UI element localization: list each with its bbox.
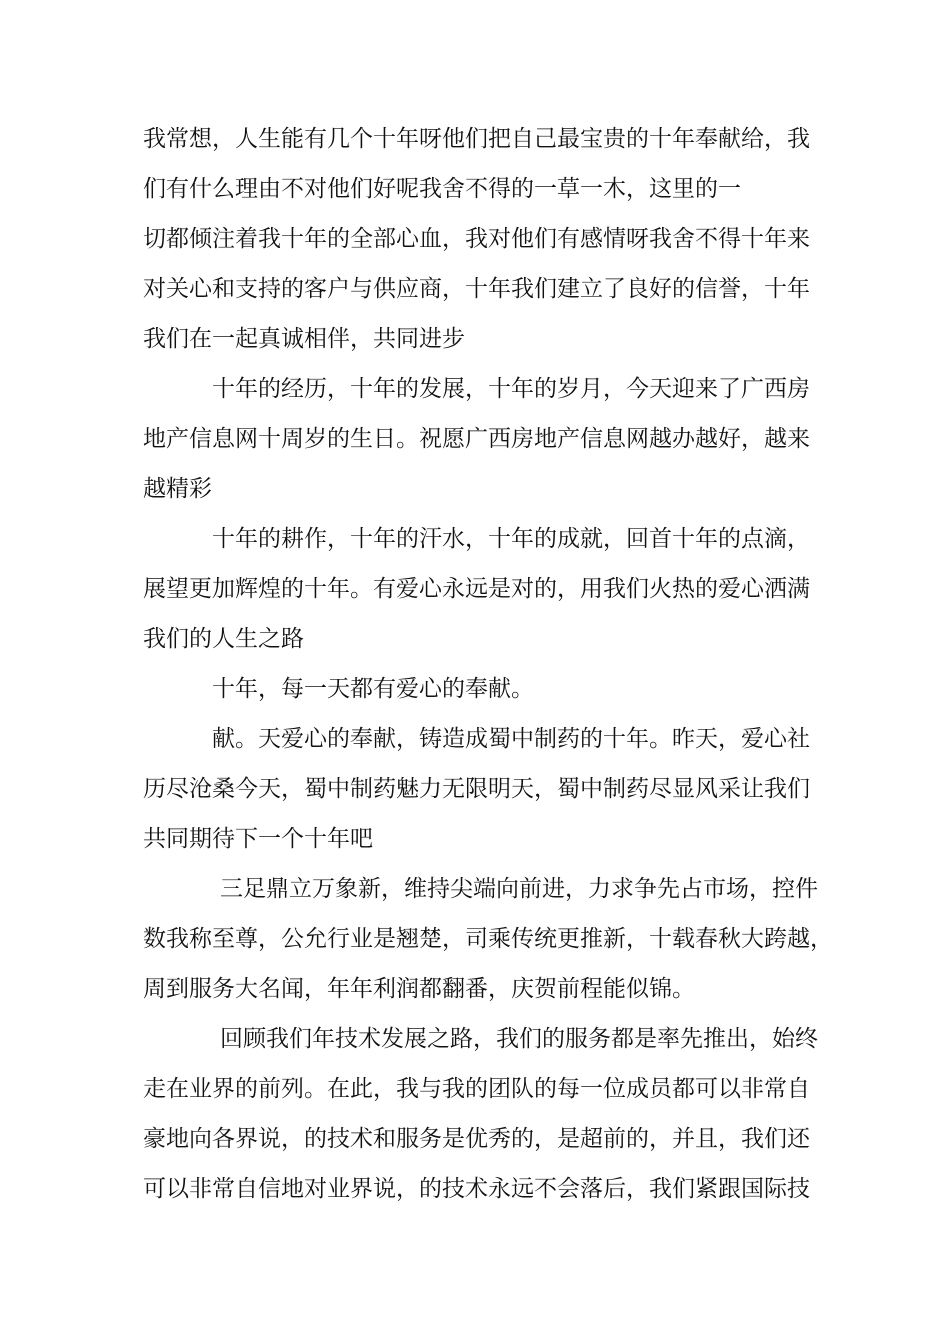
text-line: 展望更加辉煌的十年。有爱心永远是对的，用我们火热的爱心洒满: [143, 576, 810, 602]
text-line: 可以非常自信地对业界说，的技术永远不会落后，我们紧跟国际技: [143, 1176, 810, 1202]
text-line: 我常想，人生能有几个十年呀他们把自己最宝贵的十年奉献给，我: [143, 126, 810, 152]
paragraph-first-line: 十年，每一天都有爱心的奉献。: [212, 676, 534, 702]
paragraph-first-line: 三足鼎立万象新，维持尖端向前进，力求争先占市场，控件: [220, 876, 818, 902]
text-line: 我们在一起真诚相伴，共同进步: [143, 326, 465, 352]
text-line: 越精彩: [143, 476, 212, 502]
text-line: 我们的人生之路: [143, 626, 304, 652]
paragraph-first-line: 十年的经历，十年的发展，十年的岁月，今天迎来了广西房: [212, 376, 810, 402]
paragraph-first-line: 献。天爱心的奉献，铸造成蜀中制药的十年。昨天，爱心社: [212, 726, 810, 752]
text-line: 豪地向各界说，的技术和服务是优秀的，是超前的，并且，我们还: [143, 1126, 810, 1152]
text-line: 历尽沧桑今天，蜀中制药魅力无限明天，蜀中制药尽显风采让我们: [143, 776, 810, 802]
text-line: 周到服务大名闻，年年利润都翻番，庆贺前程能似锦。: [143, 976, 695, 1002]
text-line: 切都倾注着我十年的全部心血，我对他们有感情呀我舍不得十年来: [143, 226, 810, 252]
text-line: 对关心和支持的客户与供应商，十年我们建立了良好的信誉，十年: [143, 276, 810, 302]
text-line: 走在业界的前列。在此，我与我的团队的每一位成员都可以非常自: [143, 1076, 810, 1102]
paragraph-first-line: 十年的耕作，十年的汗水，十年的成就，回首十年的点滴，: [212, 526, 810, 552]
text-line: 共同期待下一个十年吧: [143, 826, 373, 852]
text-line: 地产信息网十周岁的生日。祝愿广西房地产信息网越办越好，越来: [143, 426, 810, 452]
paragraph-first-line: 回顾我们年技术发展之路，我们的服务都是率先推出，始终: [220, 1026, 818, 1052]
text-line: 们有什么理由不对他们好呢我舍不得的一草一木，这里的一: [143, 176, 741, 202]
text-line: 数我称至尊，公允行业是翘楚，司乘传统更推新，十载春秋大跨越，: [143, 926, 833, 952]
